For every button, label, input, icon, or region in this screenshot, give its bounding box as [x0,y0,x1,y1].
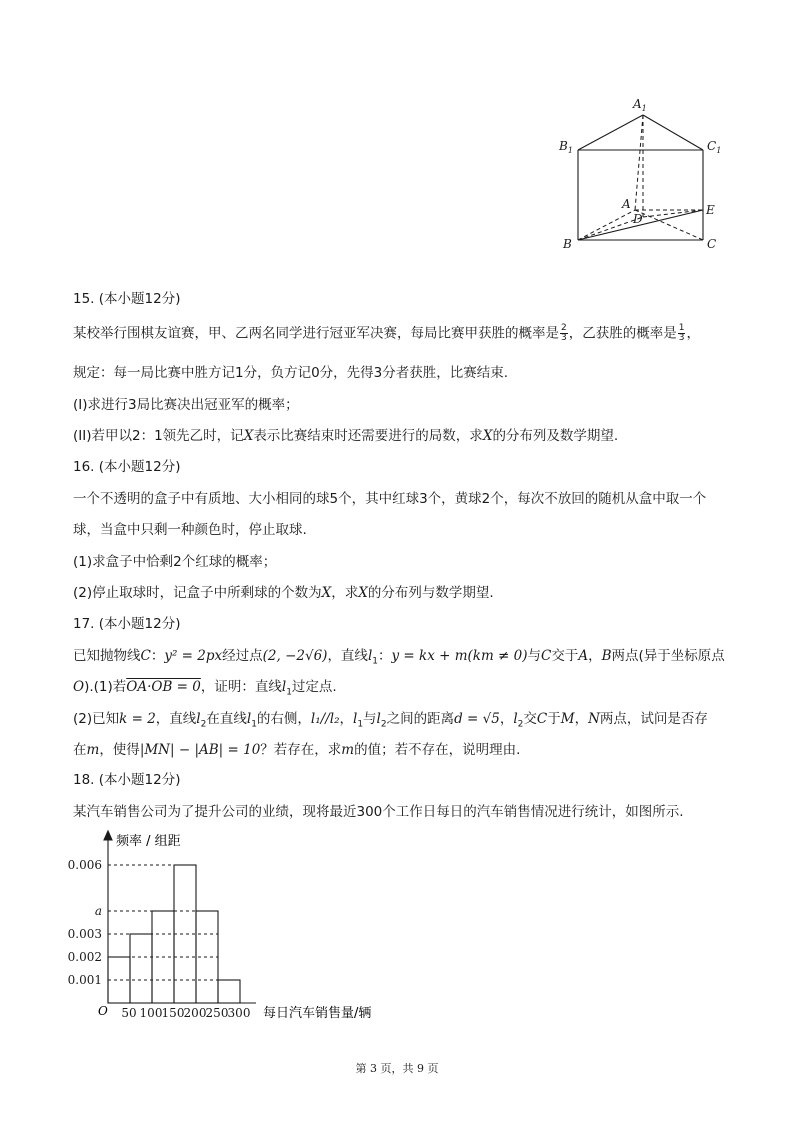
q15-line1: 某校举行围棋友谊赛，甲、乙两名同学进行冠亚军决赛，每局比赛甲获胜的概率是 $\frac{2}{3}$ ，乙获胜的概率是 $\frac{1}{3}$ ， [73,323,700,343]
q17-line3: (2)已知k = 2，直线$l_2$在直线$l_1$的右侧，l₁//l₂，$l_1$与$l_2$之间的距离d = √5，$l_2$交C于M，N两点，试问是否存 [73,711,708,730]
q15-line2: 规定：每一局比赛中胜方记1分，负方记0分，先得3分者获胜，比赛结束. [73,365,509,381]
histogram-bar [218,980,240,1003]
label-e: E [706,203,715,217]
q15-header: 15. (本小题12分) [73,291,181,307]
q17-line2: O).(1)若OA·OB = 0，证明：直线$l_1$过定点. [73,679,337,698]
x-tick-label: 250 [205,1006,229,1020]
x-tick-label: 100 [139,1006,163,1020]
label-b1: $B_1$ [559,139,573,155]
q18-line1: 某汽车销售公司为了提升公司的业绩，现将最近300个工作日每日的汽车销售情况进行统计，如图所示. [73,804,684,820]
x-tick-label: 300 [227,1006,251,1020]
q16-line1: 一个不透明的盒子中有质地、大小相同的球5个，其中红球3个，黄球2个，每次不放回的随机从盒中取一个 [73,491,707,507]
q16-line2: 球，当盒中只剩一种颜色时，停止取球. [73,522,307,538]
y-tick-label: 0.006 [67,858,102,872]
q17-line4: 在m，使得|MN| − |AB| = 10？若存在，求m的值；若不存在，说明理由. [73,742,521,758]
label-a: A [622,197,631,211]
label-b: B [563,237,572,251]
histogram-bar [130,934,152,1003]
y-tick-label: 0.003 [67,927,102,941]
q17-header: 17. (本小题12分) [73,616,181,632]
fraction-1-3: $\frac{1}{3}$ [678,323,685,343]
q17-line1: 已知抛物线C：y² = 2px经过点(2, −2√6)，直线$l_1$：y = kx + m(km ≠ 0)与C交于A，B两点(异于坐标原点 [73,648,725,667]
x-tick-label: 150 [161,1006,185,1020]
label-a1: $A_1$ [633,97,647,113]
q16-part1: (1)求盒子中恰剩2个红球的概率； [73,554,277,570]
label-c1: $C_1$ [707,139,722,155]
fraction-2-3: $\frac{2}{3}$ [561,323,567,343]
histogram-chart [60,828,410,1028]
label-d: D [633,212,643,226]
label-c: C [707,237,717,251]
q16-part2: (2)停止取球时，记盒子中所剩球的个数为X，求X的分布列与数学期望. [73,585,494,601]
page-footer: 第 3 页，共 9 页 [355,1062,439,1075]
q15-part1: (I)求进行3局比赛决出冠亚军的概率； [73,397,299,413]
chart-xlabel: 每日汽车销售量/辆 [263,1006,372,1021]
x-tick-label: 50 [121,1006,137,1020]
y-tick-label: 0.002 [67,950,102,964]
q16-header: 16. (本小题12分) [73,459,181,475]
q15-part2: (II)若甲以2：1领先乙时，记X表示比赛结束时还需要进行的局数，求X的分布列及数学期望. [73,428,619,444]
prism-figure [545,92,735,262]
chart-ylabel: 频率 / 组距 [116,834,181,849]
x-tick-label: 200 [183,1006,207,1020]
chart-origin: O [98,1004,108,1018]
q18-header: 18. (本小题12分) [73,772,181,788]
y-axis-arrow [104,831,112,840]
y-tick-label: a [94,904,102,918]
y-tick-label: 0.001 [67,973,102,987]
